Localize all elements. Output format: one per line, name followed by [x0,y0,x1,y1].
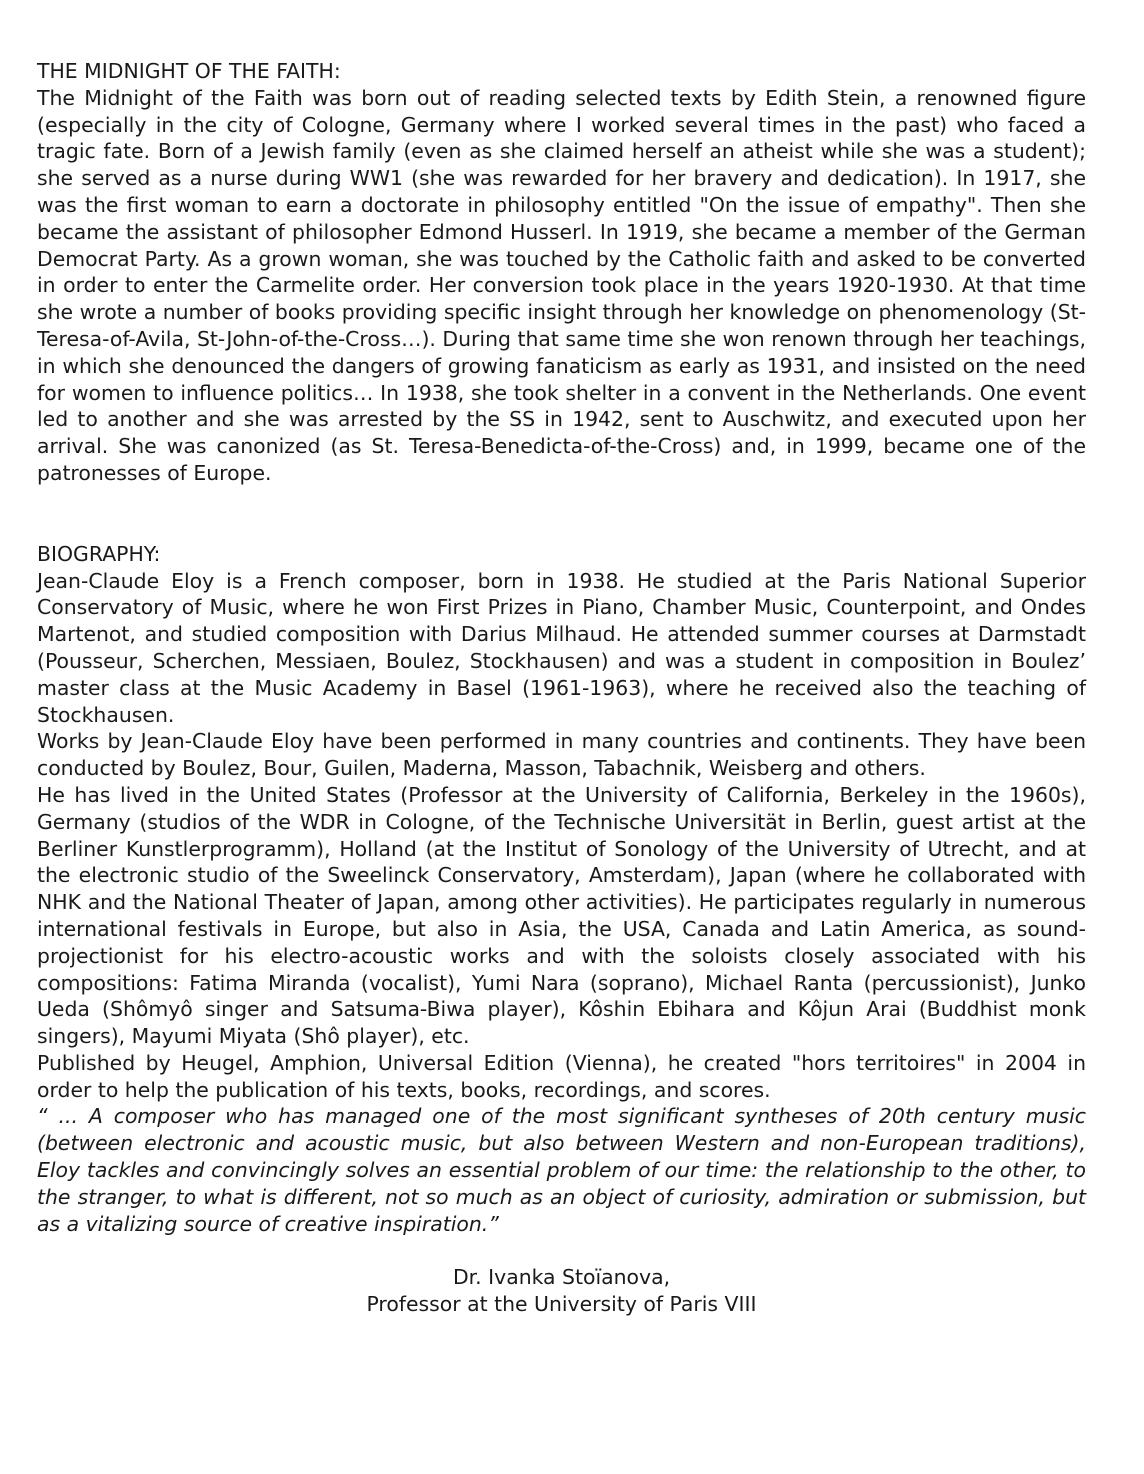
signature-block [37,1264,1086,1318]
signature-name: Dr. Ivanka Stoïanova, [452,1265,671,1290]
signature-title: Professor at the University of Paris VIII [366,1292,757,1317]
midnight-paragraph: The Midnight of the Faith was born out of reading selected texts by Edith Stein, a renowned figure (especially in the city of Cologne, Germany where I worked several times in the past) who faced a tragic fate. Born of a Jewish family (even as she claimed herself an atheist while she was a student); she served as a nurse during WW1 (she was rewarded for her bravery and dedication). In 1917, she was the first woman to earn a doctorate in philosophy entitled "On the issue of empathy". Then she became the assistant of philosopher Edmond Husserl. In 1919, she became a member of the German Democrat Party. As a grown woman, she was touched by the Catholic faith and asked to be converted in order to enter the Carmelite order. Her conversion took place in the years 1920-1930. At that time she wrote a number of books providing specific insight through her knowledge on phenomenology (St-Teresa-of-Avila, St-John-of-the-Cross…). During that same time she won renown through her teachings, in which she denounced the dangers of growing fanaticism as early as 1931, and insisted on the need for women to influence politics… In 1938, she took shelter in a convent in the Netherlands. One event led to another and she was arrested by the SS in 1942, sent to Auschwitz, and executed upon her arrival. She was canonized (as St. Teresa-Benedicta-of-the-Cross) and, in 1999, became one of the patronesses of Europe. [37,85,1086,485]
biography-paragraph: He has lived in the United States (Professor at the University of California, Berkeley in the 1960s), Germany (studios of the WDR in Cologne, of the Technische Universität in Berlin, guest artist at the Berliner Kunstlerprogramm), Holland (at the Institut of Sonology of the University of Utrecht, and at the electronic studio of the Sweelinck Conservatory, Amsterdam), Japan (where he collaborated with NHK and the National Theater of Japan, among other activities). He participates regularly in numerous international festivals in Europe, but also in Asia, the USA, Canada and Latin America, as sound-projectionist for his electro-acoustic works and with the soloists closely associated with his compositions: Fatima Miranda (vocalist), Yumi Nara (soprano), Michael Ranta (percussionist), Junko Ueda (Shômyô singer and Satsuma-Biwa player), Kôshin Ebihara and Kôjun Arai (Buddhist monk singers), Mayumi Miyata (Shô player), etc. [37,782,1086,1049]
biography-paragraph: Jean-Claude Eloy is a French composer, born in 1938. He studied at the Paris National Superior Conservatory of Music, where he won First Prizes in Piano, Chamber Music, Counterpoint, and Ondes Martenot, and studied composition with Darius Milhaud. He attended summer courses at Darmstadt (Pousseur, Scherchen, Messiaen, Boulez, Stockhausen) and was a student in composition in Boulez’ master class at the Music Academy in Basel (1961-1963), where he received also the teaching of Stockhausen. [37,568,1086,727]
midnight-of-the-faith-section [37,58,1086,487]
biography-section [37,541,1086,1238]
section-spacer [37,487,1086,541]
section-heading-biography: BIOGRAPHY: [37,541,161,566]
document-page [37,58,1086,1318]
critic-quote: “ ... A composer who has managed one of the most significant syntheses of 20th century music (between electronic and acoustic music, but also between Western and non-European traditions), Eloy tackles and convincingly solves an essential problem of our time: the relationship to the other, to the stranger, to what is different, not so much as an object of curiosity, admiration or submission, but as a vitalizing source of creative inspiration.” [37,1104,1086,1236]
biography-paragraph: Works by Jean-Claude Eloy have been performed in many countries and continents. They have been conducted by Boulez, Bour, Guilen, Maderna, Masson, Tabachnik, Weisberg and others. [37,729,1086,781]
section-heading-midnight: THE MIDNIGHT OF THE FAITH: [37,59,341,83]
biography-paragraph: Published by Heugel, Amphion, Universal Edition (Vienna), he created "hors territoires" in 2004 in order to help the publication of his texts, books, recordings, and scores. [37,1050,1086,1102]
